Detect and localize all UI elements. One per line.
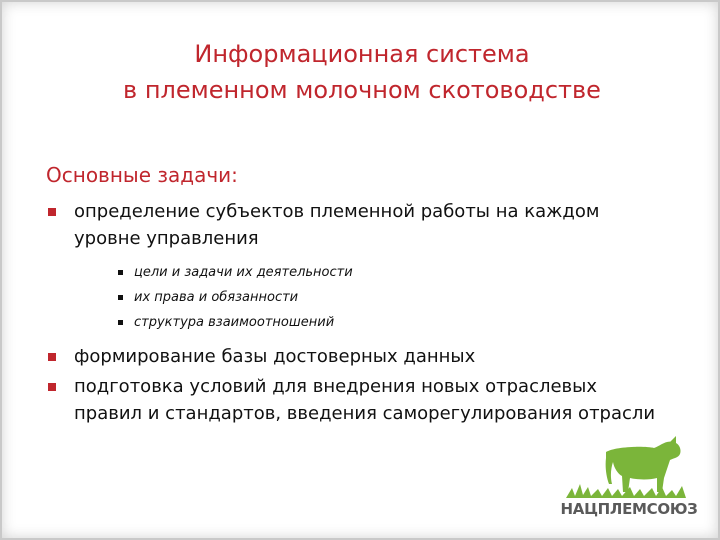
bullet-list bbox=[46, 198, 666, 427]
sub-list-item bbox=[118, 310, 666, 335]
title-line-2: в племенном молочном скотоводстве bbox=[123, 76, 601, 104]
sub-list-item-text: цели и задачи их деятельности bbox=[134, 265, 353, 280]
list-item bbox=[46, 343, 666, 370]
bullet-marker-icon bbox=[48, 208, 56, 216]
sub-list-item bbox=[118, 260, 666, 285]
cow-icon bbox=[558, 432, 700, 502]
bullet-marker-icon bbox=[48, 383, 56, 391]
slide-title bbox=[2, 36, 720, 108]
sub-list-item bbox=[118, 285, 666, 310]
sub-bullet-marker-icon bbox=[118, 270, 123, 275]
organization-logo bbox=[558, 432, 700, 524]
sub-list bbox=[46, 260, 666, 335]
title-line-1: Информационная система bbox=[194, 40, 530, 68]
section-heading: Основные задачи: bbox=[46, 163, 238, 187]
bullet-marker-icon bbox=[48, 353, 56, 361]
list-item-text: подготовка условий для внедрения новых отраслевых правил и стандартов, введения саморегулирования отрасли bbox=[74, 376, 656, 424]
sub-bullet-marker-icon bbox=[118, 295, 123, 300]
sub-list-item-text: структура взаимоотношений bbox=[134, 315, 335, 330]
sub-bullet-marker-icon bbox=[118, 320, 123, 325]
logo-text: НАЦПЛЕМСОЮЗ bbox=[560, 500, 698, 518]
list-item-text: определение субъектов племенной работы на каждом уровне управления bbox=[74, 201, 600, 249]
list-item bbox=[46, 198, 666, 252]
list-item bbox=[46, 373, 666, 427]
sub-list-item-text: их права и обязанности bbox=[134, 290, 299, 305]
list-item-text: формирование базы достоверных данных bbox=[74, 346, 476, 367]
